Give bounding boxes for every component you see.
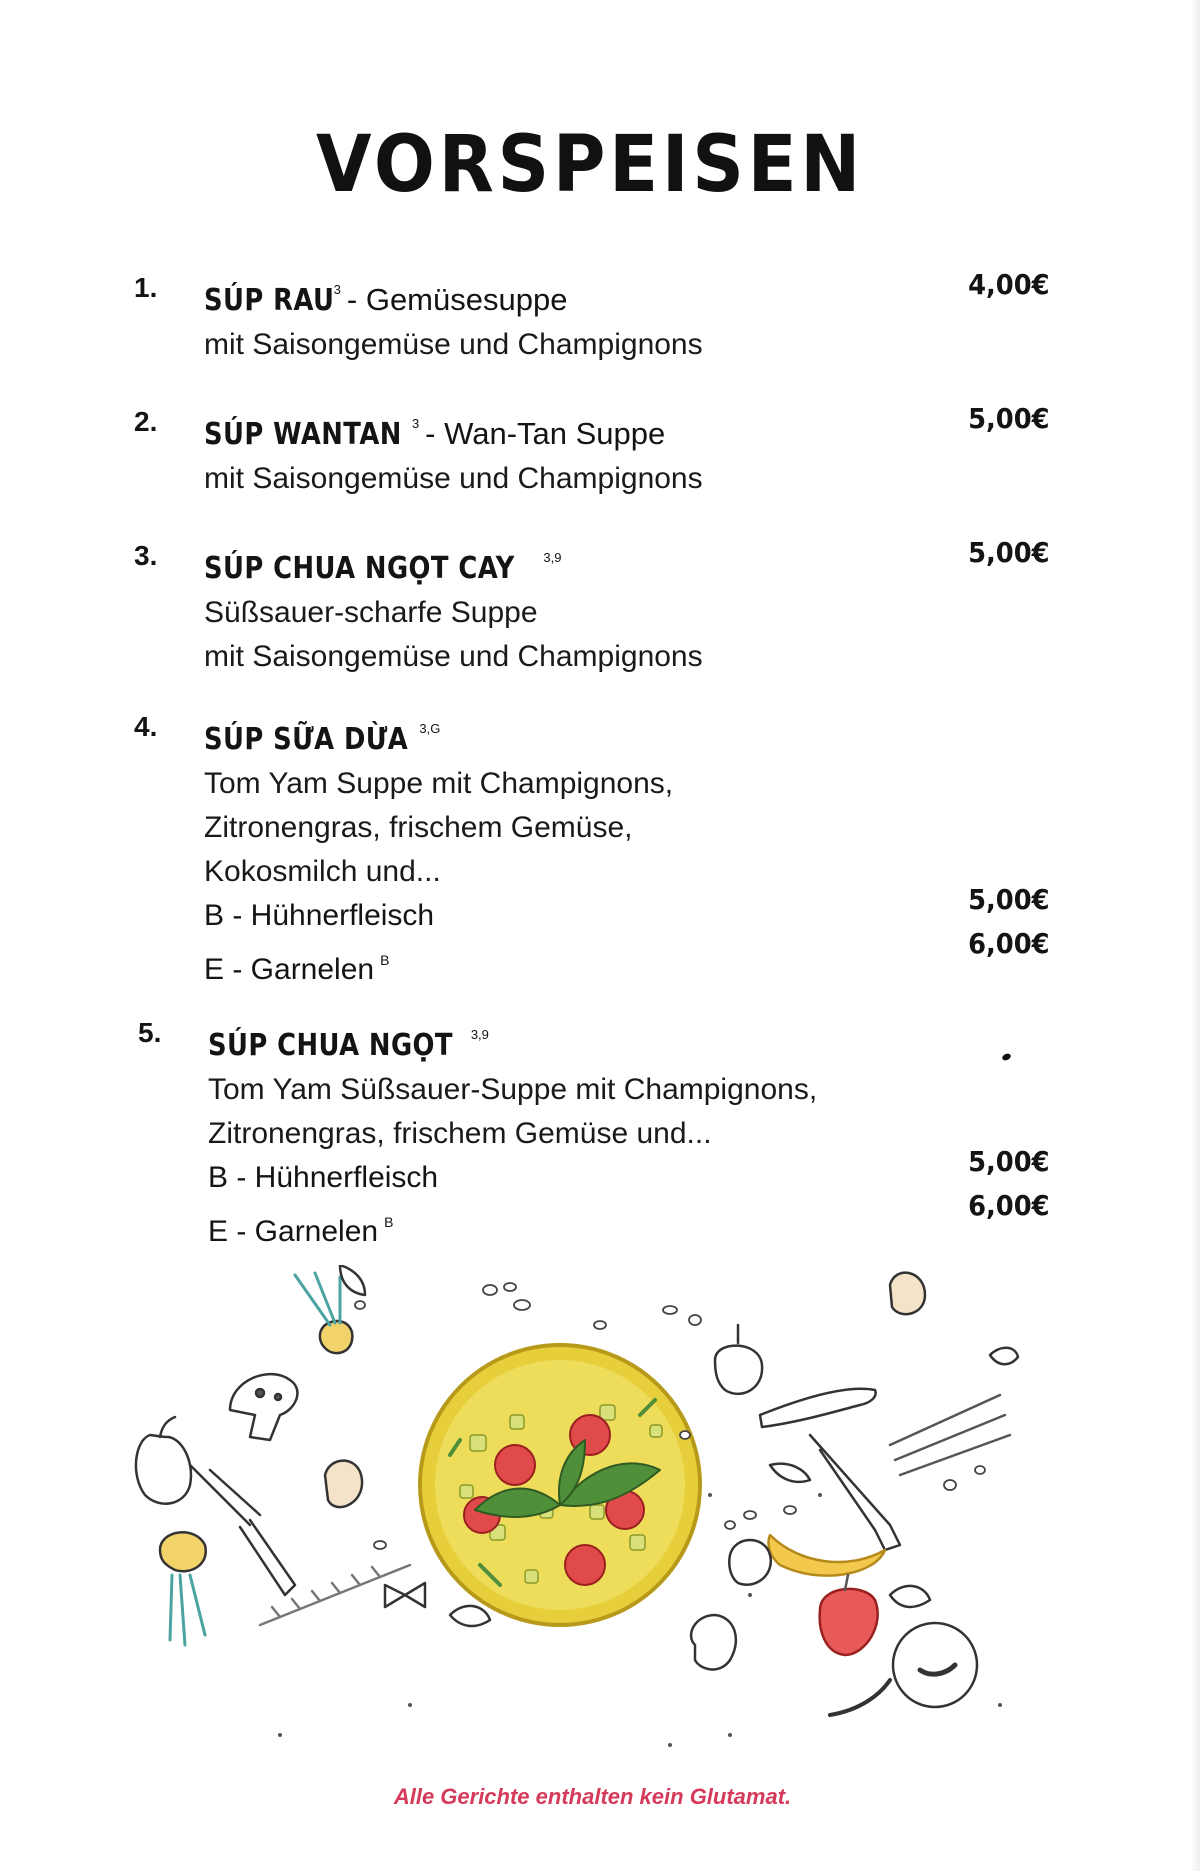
item-body — [204, 268, 904, 367]
tomato-icon — [565, 1545, 605, 1585]
item-body — [204, 402, 904, 501]
item-name: SÚP SỮA DỪA — [204, 722, 409, 757]
allergen-code: B — [380, 952, 390, 968]
variant-label: B - Hühnerfleisch — [204, 899, 435, 932]
garlic-bulb-icon — [893, 1623, 977, 1707]
item-name: SÚP CHUA NGỌT CAY — [204, 551, 515, 586]
item-subtitle: - Wan-Tan Suppe — [425, 416, 666, 451]
item-number: 5. — [138, 1017, 162, 1048]
item-body — [204, 707, 904, 992]
glutamate-note: Alle Gerichte enthalten kein Glutamat. — [393, 1784, 792, 1809]
item-description: Zitronengras, frischem Gemüse und... — [208, 1117, 712, 1150]
item-name-line — [204, 707, 904, 762]
item-body — [204, 536, 904, 679]
variant-label: E - Garnelen $^B$ — [204, 952, 390, 986]
chili-icon — [830, 1680, 890, 1715]
asparagus-icon — [890, 1395, 1010, 1475]
soup-illustration — [130, 1265, 1030, 1775]
apple-icon — [820, 1589, 878, 1655]
item-number: 3. — [134, 540, 158, 571]
item-price: 5,00€ — [968, 536, 1050, 569]
item-number: 2. — [134, 406, 158, 437]
turnip-icon — [320, 1321, 353, 1353]
variant-price: 6,00€ — [968, 927, 1050, 960]
potato-icon — [325, 1461, 362, 1507]
leaf-icon — [990, 1348, 1018, 1365]
onion-icon — [715, 1346, 762, 1394]
item-price: 4,00€ — [968, 268, 1050, 301]
bell-pepper-icon — [691, 1615, 736, 1669]
leek-icon — [190, 1465, 295, 1595]
leaf-icon — [890, 1586, 930, 1607]
allergen-code: 3,9 — [470, 1027, 489, 1042]
item-description: mit Saisongemüse und Champignons — [204, 640, 703, 673]
item-description: Tom Yam Süßsauer-Suppe mit Champignons, — [208, 1073, 818, 1106]
item-number: 4. — [134, 711, 158, 742]
variant-price: 5,00€ — [968, 883, 1050, 916]
ink-dot — [1001, 1052, 1012, 1061]
item-price: 5,00€ — [968, 402, 1050, 435]
mushroom-icon — [230, 1374, 297, 1440]
item-name: SÚP WANTAN — [204, 417, 402, 452]
variant-price: 6,00€ — [968, 1189, 1050, 1222]
potato-icon — [729, 1540, 771, 1585]
allergen-code: 3 — [333, 282, 341, 297]
item-name-line — [208, 1013, 908, 1068]
item-description: Süßsauer-scharfe Suppe — [204, 596, 538, 629]
leaf-icon — [770, 1464, 810, 1482]
item-description: mit Saisongemüse und Champignons — [204, 462, 703, 495]
item-subtitle: - Gemüsesuppe — [346, 282, 568, 317]
page-title: VORSPEISEN — [315, 120, 865, 210]
banana-icon — [768, 1535, 885, 1576]
allergen-code: 3,G — [419, 721, 441, 736]
item-number: 1. — [134, 272, 158, 303]
tomato-icon — [495, 1445, 535, 1485]
item-name-line — [204, 536, 904, 591]
bowtie-pasta-icon — [385, 1583, 425, 1607]
item-description: Zitronengras, frischem Gemüse, — [204, 811, 633, 844]
garlic-clove-icon — [450, 1606, 490, 1626]
potato-icon — [890, 1273, 925, 1315]
variant-label: B - Hühnerfleisch — [208, 1161, 439, 1194]
item-name: SÚP CHUA NGỌT — [208, 1028, 453, 1063]
allergen-code: B — [384, 1214, 394, 1230]
variant-label: E - Garnelen $^B$ — [208, 1214, 394, 1248]
item-description: mit Saisongemüse und Champignons — [204, 328, 703, 361]
item-description: Kokosmilch und... — [204, 855, 441, 888]
leaf-icon — [340, 1265, 365, 1295]
allergen-code: 3 — [411, 416, 420, 431]
allergen-code: 3,9 — [543, 550, 562, 565]
item-name-line — [204, 402, 904, 457]
variant-price: 5,00€ — [968, 1145, 1050, 1178]
item-description: Tom Yam Suppe mit Champignons, — [204, 767, 674, 800]
page-edge — [1190, 0, 1200, 1871]
item-body — [208, 1013, 908, 1254]
onion-icon — [160, 1532, 206, 1571]
bell-pepper-icon — [136, 1435, 191, 1504]
sausage-icon — [760, 1389, 876, 1427]
leek-icon — [810, 1435, 900, 1550]
item-name: SÚP RAU — [204, 283, 335, 318]
item-name-line — [204, 268, 904, 323]
